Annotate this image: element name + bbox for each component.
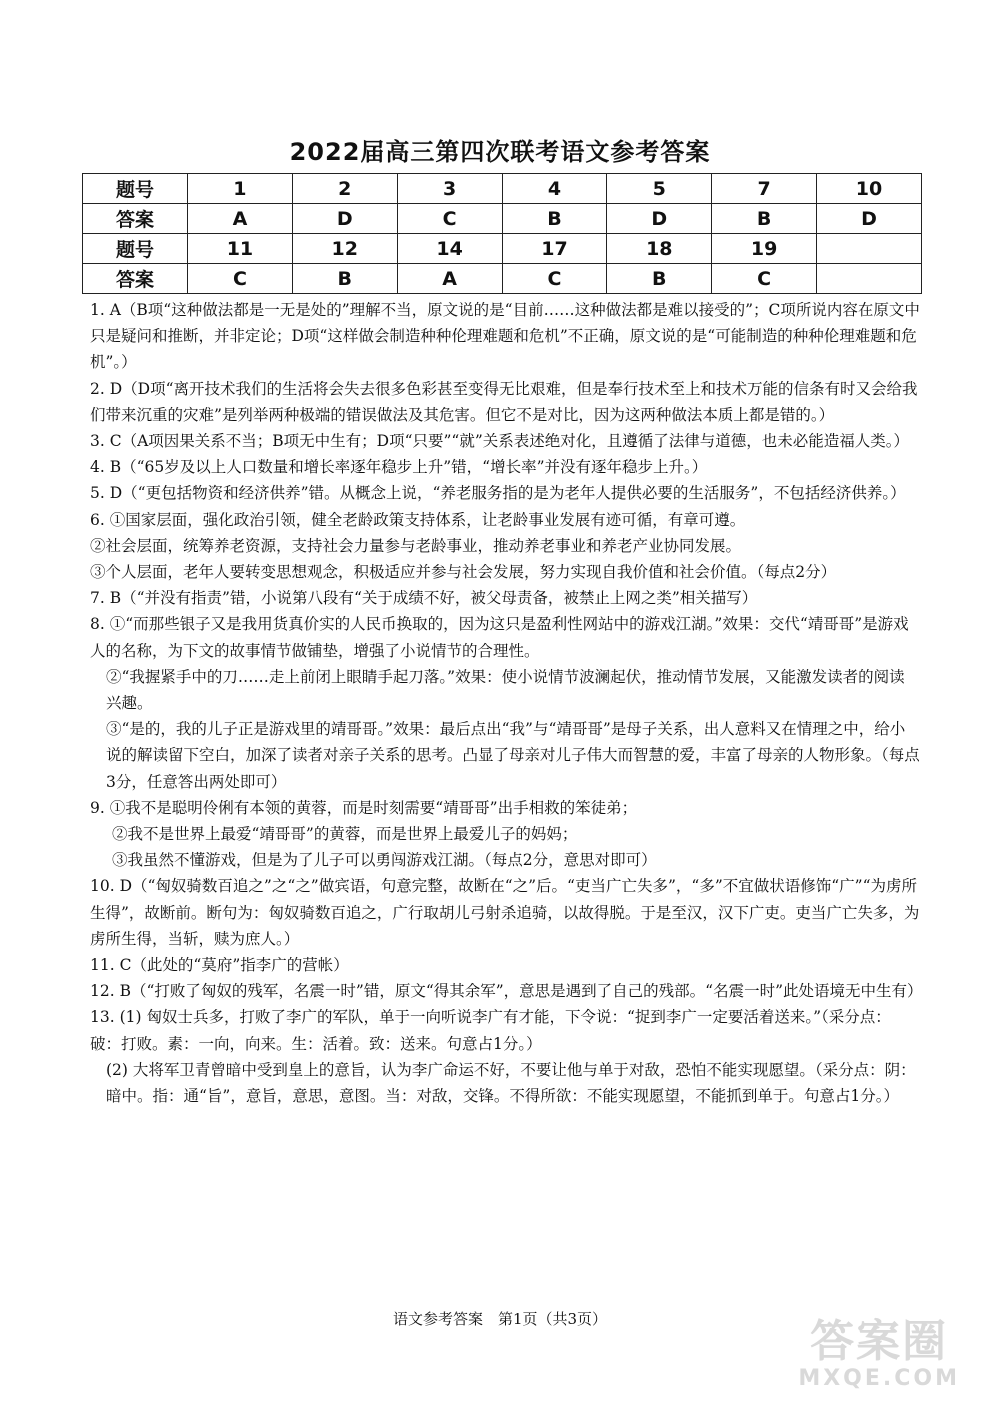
explanation-q5: 5. D（“更包括物资和经济供养”错。从概念上说，“养老服务指的是为老年人提供必要的生活服务”，不包括经济供养。） [90, 484, 906, 503]
explanation-q4: 4. B（“65岁及以上人口数量和增长率逐年稳步上升”错，“增长率”并没有逐年稳步上升。） [90, 458, 708, 477]
table-cell: D [292, 204, 397, 234]
table-cell: 5 [607, 174, 712, 204]
explanation-q12: 12. B（“打败了匈奴的残军，名震一时”错，原文“得其余军”，意思是遇到了自己的残部。“名震一时”此处语境无中生有） [90, 982, 923, 1001]
explanation-q7: 7. B（“并没有指责”错，小说第八段有“关于成绩不好，被父母责备，被禁止上网之类”相关描写） [90, 589, 758, 608]
explanation-q8-point1: 8. ①“而那些银子又是我用货真价实的人民币换取的，因为这只是盈利性网站中的游戏江湖。”效果：交代“靖哥哥”是游戏人的名称，为下文的故事情节做铺垫，增强了小说情节的合理性。 [90, 615, 909, 660]
table-cell: 题号 [83, 234, 188, 264]
answer-table [82, 173, 922, 294]
table-cell: 答案 [83, 204, 188, 234]
table-row [83, 174, 922, 204]
table-cell: A [397, 264, 502, 294]
explanation-q2: 2. D（D项“离开技术我们的生活将会失去很多色彩甚至变得无比艰难，但是奉行技术至上和技术万能的信条有时又会给我们带来沉重的灾难”是列举两种极端的错误做法及其危害。但它不是对比，因为这两种做法本质上都是错的。） [90, 379, 918, 424]
table-cell [817, 234, 922, 264]
watermark-text: 答案圈 [810, 1316, 949, 1367]
table-row [83, 264, 922, 294]
watermark-site: MXQE.COM [798, 1366, 960, 1391]
table-cell: 14 [397, 234, 502, 264]
table-cell: 12 [292, 234, 397, 264]
table-cell: 答案 [83, 264, 188, 294]
explanation-q3: 3. C（A项因果关系不当；B项无中生有；D项“只要”“就”关系表述绝对化，且遵循了法律与道德，也未必能造福人类。） [90, 432, 910, 451]
explanation-q6-point1: 6. ①国家层面，强化政治引领，健全老龄政策支持体系，让老龄事业发展有迹可循，有章可遵。 [90, 510, 746, 529]
explanation-q6-point2: ②社会层面，统筹养老资源，支持社会力量参与老龄事业，推动养老事业和养老产业协同发展。 [90, 536, 742, 555]
table-cell: B [292, 264, 397, 294]
table-cell: 10 [817, 174, 922, 204]
table-cell: 题号 [83, 174, 188, 204]
table-cell: 17 [502, 234, 607, 264]
table-cell: C [502, 264, 607, 294]
table-cell: D [607, 204, 712, 234]
explanation-q6-point3: ③个人层面，老年人要转变思想观念，积极适应并参与社会发展，努力实现自我价值和社会价值。（每点2分） [90, 563, 837, 582]
table-cell: 19 [712, 234, 817, 264]
page-title: 2022届高三第四次联考语文参考答案 [289, 138, 711, 166]
table-cell: D [817, 204, 922, 234]
table-cell: 2 [292, 174, 397, 204]
table-cell: 1 [188, 174, 293, 204]
table-cell: B [712, 204, 817, 234]
explanation-q10: 10. D（“匈奴骑数百追之”之“之”做宾语，句意完整，故断在“之”后。“吏当广亡失多”，“多”不宜做状语修饰“广”“为虏所生得”，故断前。断句为：匈奴骑数百追之，广行取胡儿弓射杀追骑，以故得脱。于是至汉，汉下广吏。吏当广亡失多，为虏所生得，当斩，赎为庶人。） [90, 877, 920, 948]
table-cell: A [188, 204, 293, 234]
explanation-q9-point3: ③我虽然不懂游戏，但是为了儿子可以勇闯游戏江湖。（每点2分，意思对即可） [112, 851, 657, 870]
table-cell: 11 [188, 234, 293, 264]
table-cell: B [607, 264, 712, 294]
page-footer: 语文参考答案 第1页（共3页） [392, 1310, 608, 1328]
table-cell: C [188, 264, 293, 294]
table-cell [817, 264, 922, 294]
watermark-logo [798, 1318, 960, 1391]
table-cell: 4 [502, 174, 607, 204]
explanation-q13-part1: 13. (1) 匈奴士兵多，打败了李广的军队，单于一向听说李广有才能，下令说：“捉到李广一定要活着送来。”（采分点：破：打败。素：一向，向来。生：活着。致：送来。句意占1分。） [90, 1008, 891, 1053]
table-cell: 18 [607, 234, 712, 264]
table-cell: 7 [712, 174, 817, 204]
table-cell: 3 [397, 174, 502, 204]
explanation-q13-part2: (2) 大将军卫青曾暗中受到皇上的意旨，认为李广命运不好，不要让他与单于对敌，恐怕不能实现愿望。（采分点：阴：暗中。指：通“旨”，意旨，意思，意图。当：对敌，交锋。不得所欲：不能实现愿望，不能抓到单于。句意占1分。） [106, 1060, 916, 1106]
table-cell: C [712, 264, 817, 294]
answer-explanations [90, 297, 923, 1109]
table-cell: C [397, 204, 502, 234]
explanation-q8-point3: ③“是的，我的儿子正是游戏里的靖哥哥。”效果：最后点出“我”与“靖哥哥”是母子关系，出人意料又在情理之中，给小说的解读留下空白，加深了读者对亲子关系的思考。凸显了母亲对儿子伟大而智慧的爱，丰富了母亲的人物形象。（每点3分，任意答出两处即可） [106, 720, 920, 791]
table-row [83, 204, 922, 234]
explanation-q8-point2: ②“我握紧手中的刀……走上前闭上眼睛手起刀落。”效果：使小说情节波澜起伏，推动情节发展，又能激发读者的阅读兴趣。 [106, 667, 905, 713]
table-row [83, 234, 922, 264]
explanation-q11: 11. C（此处的“莫府”指李广的营帐） [90, 956, 349, 975]
explanation-q9-point1: 9. ①我不是聪明伶俐有本领的黄蓉，而是时刻需要“靖哥哥”出手相救的笨徒弟； [90, 798, 638, 817]
table-cell: B [502, 204, 607, 234]
explanation-q9-point2: ②我不是世界上最爱“靖哥哥”的黄蓉，而是世界上最爱儿子的妈妈； [112, 825, 578, 844]
explanation-q1: 1. A（B项“这种做法都是一无是处的”理解不当，原文说的是“目前……这种做法都是难以接受的”；C项所说内容在原文中只是疑问和推断，并非定论；D项“这样做会制造种种伦理难题和危机”不正确，原文说的是“可能制造的种种伦理难题和危机”。） [90, 301, 920, 372]
